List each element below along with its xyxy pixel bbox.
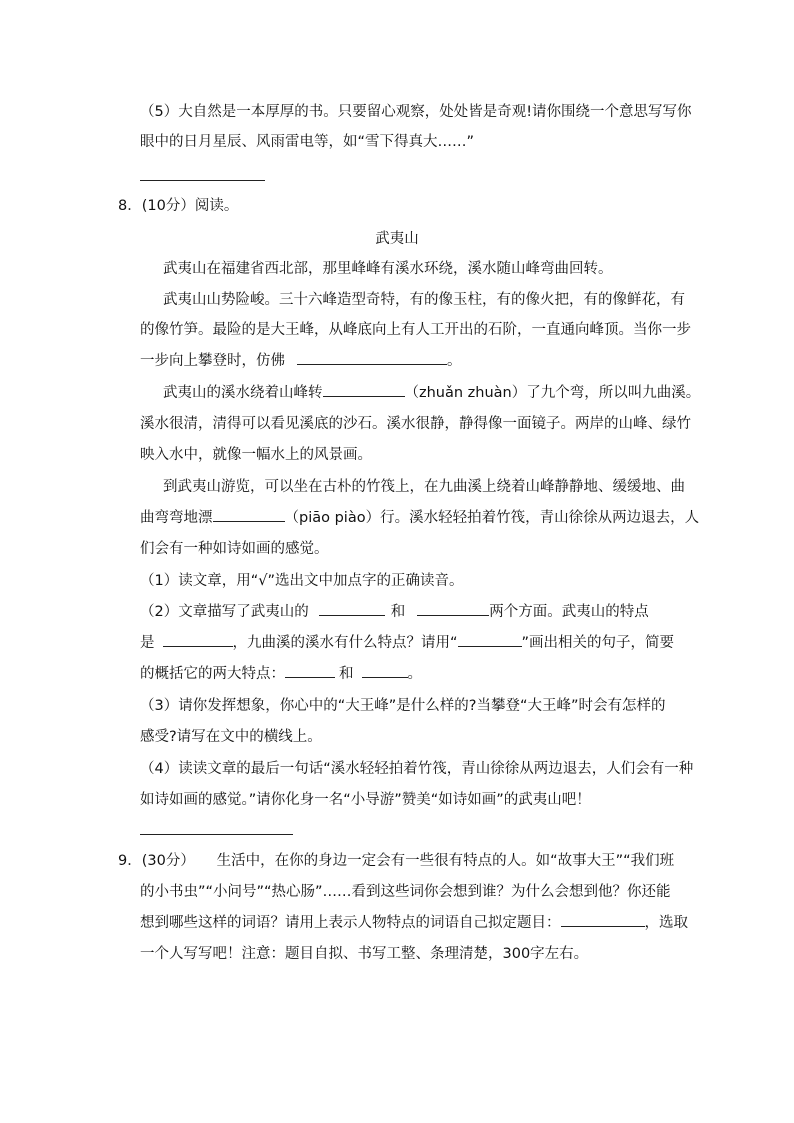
fill-blank-zhuan[interactable] (323, 382, 405, 397)
q9-l3-text-b: ，选取 (644, 915, 688, 931)
fill-blank-trait-1[interactable] (285, 663, 335, 678)
subq-2-line2 (140, 632, 674, 654)
fill-blank-title[interactable] (561, 912, 645, 927)
s2-l3-text-c: 。 (407, 666, 422, 682)
q9-line3 (140, 912, 688, 934)
passage-p4-line2 (140, 507, 699, 529)
fill-blank-aspect-1[interactable] (319, 601, 385, 616)
passage-p4-line1: 到武夷山游览，可以坐在古朴的竹筏上，在九曲溪上绕着山峰静静地、缓缓地、曲 (163, 479, 685, 495)
p2-line3-text-a: 一步向上攀登时，仿佛 (140, 353, 285, 369)
passage-title: 武夷山 (375, 231, 419, 247)
subq-2-line3 (140, 663, 422, 685)
subq-3-line2: 感受?请写在文中的横线上。 (140, 729, 322, 745)
fill-blank-aspect-2[interactable] (417, 601, 489, 616)
q9-line2: 的小书虫”“小问号”“热心肠”……看到这些词你会想到谁？为什么会想到他？你还能 (140, 884, 671, 900)
passage-p2-line2: 的像竹笋。最险的是大王峰，从峰底向上有人工开出的石阶，一直通向峰顶。当你一步 (140, 322, 691, 338)
passage-p1: 武夷山在福建省西北部，那里峰峰有溪水环绕，溪水随山峰弯曲回转。 (163, 261, 613, 277)
s2-l3-text-b: 和 (339, 666, 354, 682)
p4-line2-text-a: 曲弯弯地漂 (140, 510, 213, 526)
passage-p3-line3: 映入水中，就像一幅水上的风景画。 (140, 447, 372, 463)
q9-line4: 一个人写写吧！注意：题目自拟、书写工整、条理清楚，300字左右。 (140, 946, 589, 962)
q9-l3-text-a: 想到哪些这样的词语？请用上表示人物特点的词语自己拟定题目： (140, 915, 561, 931)
fill-blank-piao[interactable] (213, 507, 285, 522)
underline-marker-example (458, 632, 522, 647)
fill-blank-trait-2[interactable] (362, 663, 408, 678)
subq-4-line2: 如诗如画的感觉。”请你化身一名“小导游”赞美“如诗如画”的武夷山吧！ (140, 792, 591, 808)
subq-2-line1 (140, 601, 649, 623)
p3-line1-text-a: 武夷山的溪水绕着山峰转 (163, 385, 323, 401)
subq-4-answer-line[interactable] (140, 834, 293, 835)
q7-5-line2: 眼中的日月星辰、风雨雷电等，如“雪下得真大……” (140, 134, 475, 150)
s2-l2-text-c: ”画出相关的句子，简要 (521, 635, 675, 651)
fill-blank-feature[interactable] (163, 632, 233, 647)
s2-l2-text-b: ，九曲溪的溪水有什么特点？请用“ (232, 635, 458, 651)
p3-line1-text-b: （zhuǎn zhuàn）了九个弯，所以叫九曲溪。 (404, 385, 701, 401)
s2-text-a: （2）文章描写了武夷山的 (140, 604, 309, 620)
p2-line3-text-b: 。 (447, 353, 462, 369)
s2-l2-text-a: 是 (140, 635, 155, 651)
fill-blank-mountain-feeling[interactable] (297, 350, 447, 365)
p4-line2-text-b: （piāo piào）行。溪水轻轻拍着竹筏，青山徐徐从两边退去，人 (284, 510, 700, 526)
s2-text-b: 和 (390, 604, 406, 620)
q9-line1: 9．(30分） 生活中，在你的身边一定会有一些很有特点的人。如“故事大王”“我们班 (118, 853, 675, 869)
q7-5-line1: （5）大自然是一本厚厚的书。只要留心观察，处处皆是奇观!请你围绕一个意思写写你 (140, 104, 692, 120)
passage-p2-line1: 武夷山山势险峻。三十六峰造型奇特，有的像玉柱，有的像火把，有的像鲜花，有 (163, 292, 685, 308)
subq-3-line1: （3）请你发挥想象，你心中的“大王峰”是什么样的?当攀登“大王峰”时会有怎样的 (140, 698, 666, 714)
q7-5-answer-line (140, 180, 265, 181)
passage-p2-line3 (140, 350, 462, 372)
s2-text-c: 两个方面。武夷山的特点 (489, 604, 649, 620)
passage-p3-line1 (163, 382, 700, 404)
subq-4-line1: （4）读读文章的最后一句话“溪水轻轻拍着竹筏，青山徐徐从两边退去，人们会有一种 (140, 761, 694, 777)
q8-header: 8．(10分）阅读。 (118, 198, 239, 214)
passage-p3-line2: 溪水很清，清得可以看见溪底的沙石。溪水很静，静得像一面镜子。两岸的山峰、绿竹 (140, 416, 691, 432)
s2-l3-text-a: 的概括它的两大特点： (140, 666, 285, 682)
passage-p4-line3: 们会有一种如诗如画的感觉。 (140, 541, 329, 557)
subq-1: （1）读文章，用“√”选出文中加点字的正确读音。 (140, 573, 464, 589)
